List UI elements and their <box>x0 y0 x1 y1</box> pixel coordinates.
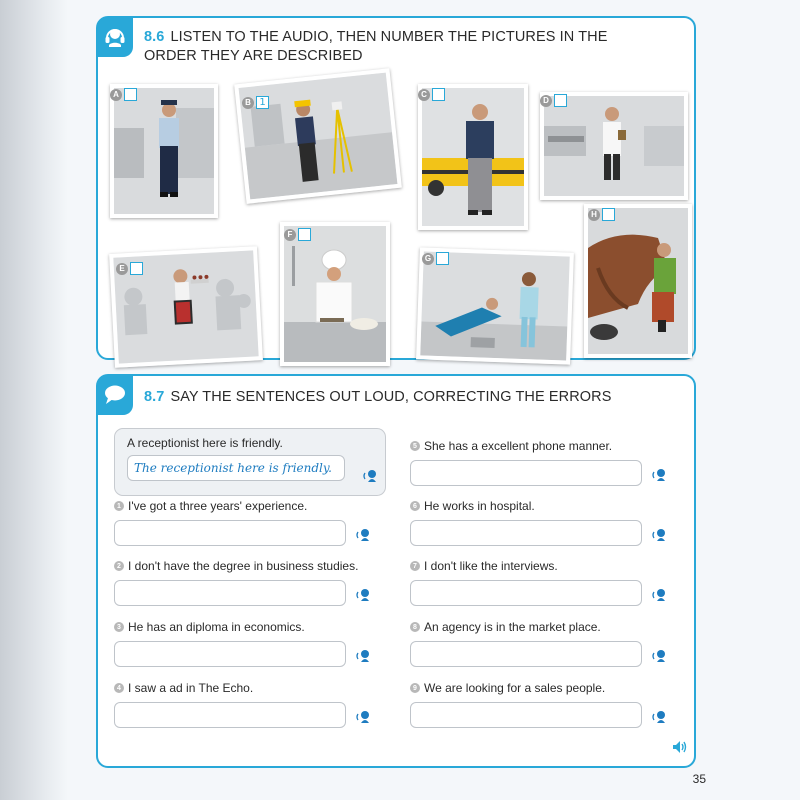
sentence-item <box>114 498 384 546</box>
picture-letter: E <box>116 263 128 275</box>
sentence-item <box>410 558 680 606</box>
picture-f-tag <box>284 228 311 241</box>
picture-c-taxi-driver <box>418 84 528 230</box>
picture-letter: B <box>242 97 254 109</box>
speech-bubble-icon <box>97 375 133 415</box>
speaker-icon[interactable] <box>652 588 668 602</box>
picture-a-police-officer <box>110 84 218 218</box>
exercise-8-7-panel <box>96 374 696 768</box>
speaker-icon[interactable] <box>652 468 668 482</box>
sentence-text: He has an diploma in economics. <box>128 620 305 634</box>
example-answer: The receptionist here is friendly. <box>127 455 345 481</box>
sentence-text: I don't have the degree in business studies. <box>128 559 359 573</box>
sentence-item <box>410 680 680 728</box>
sentence-item <box>114 619 384 667</box>
sentence-item <box>114 680 384 728</box>
sentence-row <box>410 438 680 454</box>
picture-d-answer-box[interactable] <box>554 94 567 107</box>
speaker-icon[interactable] <box>363 469 379 483</box>
picture-letter: F <box>284 229 296 241</box>
picture-f-chef <box>280 222 390 366</box>
picture-letter: C <box>418 89 430 101</box>
answer-field[interactable] <box>410 520 642 546</box>
picture-h-horse-carer <box>584 204 692 358</box>
picture-c-answer-box[interactable] <box>432 88 445 101</box>
sentence-text: I saw a ad in The Echo. <box>128 681 254 695</box>
answer-field[interactable] <box>114 580 346 606</box>
item-number: 1 <box>114 501 124 511</box>
sentence-row <box>410 680 680 696</box>
answer-field[interactable] <box>114 641 346 667</box>
answer-field[interactable] <box>114 702 346 728</box>
picture-d-tag <box>540 94 567 107</box>
picture-g-answer-box[interactable] <box>436 252 449 265</box>
answer-field[interactable] <box>114 520 346 546</box>
picture-f-answer-box[interactable] <box>298 228 311 241</box>
sentence-text: She has a excellent phone manner. <box>424 439 613 453</box>
picture-e-tag <box>116 262 143 275</box>
exercise-8-6-title <box>144 28 664 66</box>
sentence-row <box>410 558 680 574</box>
item-number: 4 <box>114 683 124 693</box>
speaker-icon[interactable] <box>356 528 372 542</box>
speaker-icon[interactable] <box>652 528 668 542</box>
picture-a-tag <box>110 88 137 101</box>
picture-b-surveyor <box>234 68 402 204</box>
answer-field[interactable] <box>410 702 642 728</box>
sentence-text: I've got a three years' experience. <box>128 499 308 513</box>
answer-field[interactable] <box>410 460 642 486</box>
item-number: 3 <box>114 622 124 632</box>
picture-d-doctor <box>540 92 688 200</box>
sentence-item <box>410 438 680 486</box>
item-number: 6 <box>410 501 420 511</box>
picture-letter: D <box>540 95 552 107</box>
picture-letter: A <box>110 89 122 101</box>
exercise-8-6-panel <box>96 16 696 360</box>
audio-icon[interactable] <box>672 740 688 754</box>
item-number: 2 <box>114 561 124 571</box>
headphones-icon <box>97 17 133 57</box>
speaker-icon[interactable] <box>356 649 372 663</box>
sentence-text: We are looking for a sales people. <box>424 681 606 695</box>
example-sentence: A receptionist here is friendly. <box>127 436 283 450</box>
sentence-row <box>114 619 384 635</box>
item-number: 7 <box>410 561 420 571</box>
sentence-row <box>114 680 384 696</box>
sentence-row <box>114 498 384 514</box>
answer-field[interactable] <box>410 641 642 667</box>
sentence-item <box>410 619 680 667</box>
picture-b-tag <box>242 96 269 109</box>
speaker-icon[interactable] <box>652 710 668 724</box>
page-binding-shadow <box>0 0 68 800</box>
picture-a-answer-box[interactable] <box>124 88 137 101</box>
sentence-row <box>410 498 680 514</box>
speaker-icon[interactable] <box>652 649 668 663</box>
picture-c-tag <box>418 88 445 101</box>
picture-letter: G <box>422 253 434 265</box>
sentence-text: I don't like the interviews. <box>424 559 558 573</box>
item-number: 8 <box>410 622 420 632</box>
sentence-text: He works in hospital. <box>424 499 535 513</box>
exercise-8-7-title <box>144 388 664 407</box>
speaker-icon[interactable] <box>356 710 372 724</box>
sentence-item <box>114 558 384 606</box>
exercise-instruction: LISTEN TO THE AUDIO, THEN NUMBER THE PICTURES IN THE ORDER THEY ARE DESCRIBED <box>144 29 608 64</box>
exercise-number: 8.7 <box>144 389 165 405</box>
picture-g-tag <box>422 252 449 265</box>
page-number: 35 <box>692 772 706 786</box>
exercise-instruction: SAY THE SENTENCES OUT LOUD, CORRECTING THE ERRORS <box>170 389 612 405</box>
example-box <box>114 428 386 496</box>
answer-field[interactable] <box>410 580 642 606</box>
sentence-row <box>410 619 680 635</box>
picture-b-answer-box[interactable]: 1 <box>256 96 269 109</box>
picture-e-answer-box[interactable] <box>130 262 143 275</box>
speaker-icon[interactable] <box>356 588 372 602</box>
picture-h-answer-box[interactable] <box>602 208 615 221</box>
sentence-item <box>410 498 680 546</box>
item-number: 9 <box>410 683 420 693</box>
picture-h-tag <box>588 208 615 221</box>
exercise-number: 8.6 <box>144 29 165 45</box>
picture-letter: H <box>588 209 600 221</box>
sentence-text: An agency is in the market place. <box>424 620 601 634</box>
sentence-row <box>114 558 384 574</box>
item-number: 5 <box>410 441 420 451</box>
